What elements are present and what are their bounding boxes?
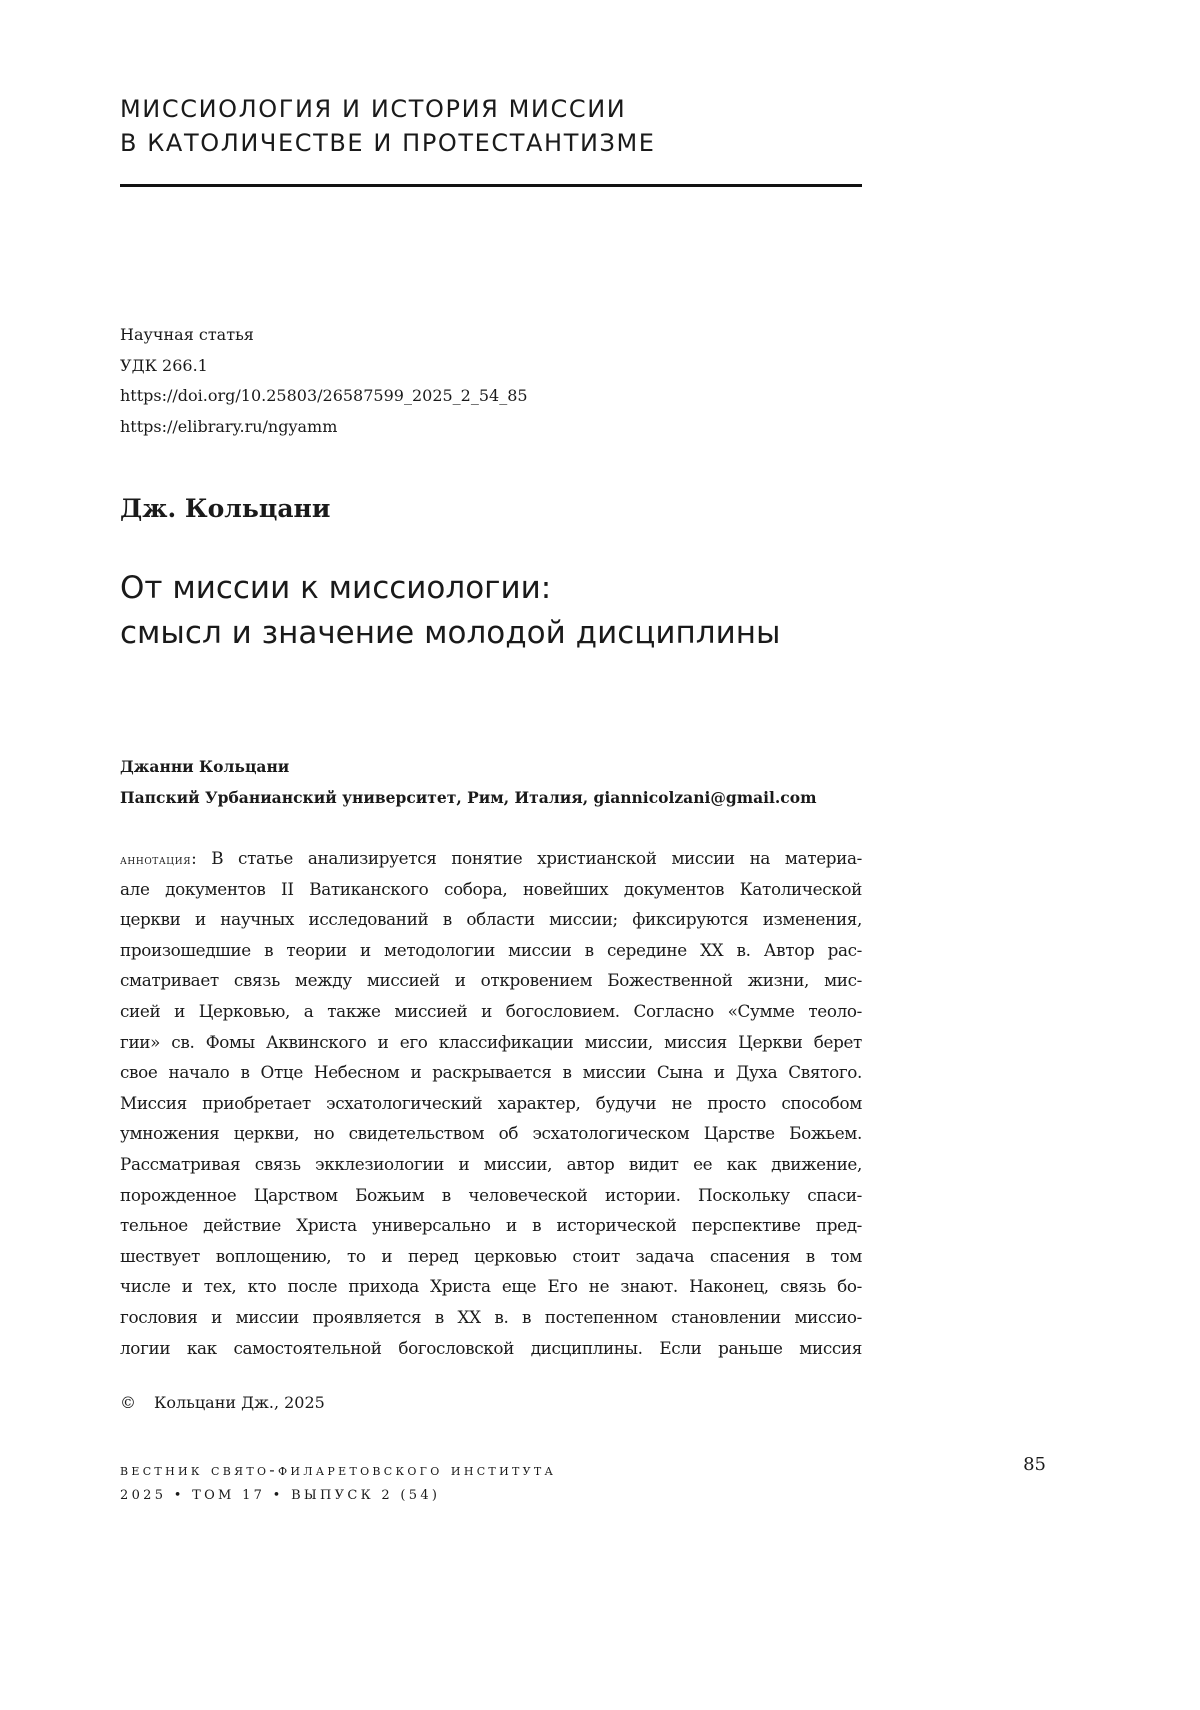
abstract-line: произошедшие в теории и методологии миссии в середине XX в. Автор рас- [120, 939, 862, 960]
abstract-line: свое начало в Отце Небесном и раскрывается в миссии Сына и Духа Святого. [120, 1062, 862, 1083]
abstract-line: церкви и научных исследований в области миссии; фиксируются изменения, [120, 909, 862, 930]
abstract-first-line: : В статье анализируется понятие христианской миссии на материа- [191, 848, 862, 868]
copyright-icon: © [120, 1393, 136, 1412]
copyright-text: Кольцани Дж., 2025 [154, 1393, 325, 1412]
author-short-name: Дж. Кольцани [120, 494, 331, 523]
article-title-line-2: смысл и значение молодой дисциплины [120, 615, 781, 651]
abstract-line [120, 843, 862, 874]
abstract-line: але документов II Ватиканского собора, новейших документов Католической [120, 878, 862, 899]
author-full-name: Джанни Кольцани [120, 757, 290, 776]
journal-name: вестник свято-филаретовского института [120, 1460, 557, 1479]
abstract-line: гии» св. Фомы Аквинского и его классификации миссии, миссия Церкви берет [120, 1031, 862, 1052]
page-number: 85 [1023, 1454, 1046, 1475]
journal-footer [120, 1457, 556, 1509]
article-title [120, 566, 880, 656]
abstract-line: Миссия приобретает эсхатологический характер, будучи не просто способом [120, 1092, 862, 1113]
abstract-line: порожденное Царством Божьим в человеческой истории. Поскольку спаси- [120, 1184, 862, 1205]
article-title-line-1: От миссии к миссиологии: [120, 570, 552, 606]
journal-issue: 2025 • ТОМ 17 • ВЫПУСК 2 (54) [120, 1488, 441, 1503]
abstract [120, 843, 862, 1363]
author-affiliation: Папский Урбанианский университет, Рим, Италия, giannicolzani@gmail.com [120, 788, 817, 807]
abstract-label: аннотация [120, 852, 192, 868]
section-header-line-2: В КАТОЛИЧЕСТВЕ И ПРОТЕСТАНТИЗМЕ [120, 129, 656, 157]
copyright-notice [120, 1393, 325, 1412]
abstract-line: сией и Церковью, а также миссией и богословием. Согласно «Сумме теоло- [120, 1000, 862, 1021]
article-type: Научная статья [120, 325, 254, 344]
abstract-line: Рассматривая связь экклезиологии и миссии, автор видит ее как движение, [120, 1153, 862, 1174]
doi-link[interactable]: https://doi.org/10.25803/26587599_2025_2_54_85 [120, 386, 528, 405]
abstract-line: логии как самостоятельной богословской дисциплины. Если раньше миссия [120, 1337, 862, 1358]
section-header [120, 92, 862, 160]
abstract-line: числе и тех, кто после прихода Христа еще Его не знают. Наконец, связь бо- [120, 1276, 862, 1297]
abstract-line: сматривает связь между миссией и откровением Божественной жизни, мис- [120, 970, 862, 991]
udc-code: УДК 266.1 [120, 355, 208, 375]
section-header-line-1: МИССИОЛОГИЯ И ИСТОРИЯ МИССИИ [120, 95, 627, 123]
article-meta [120, 320, 528, 442]
abstract-line: шествует воплощению, то и перед церковью стоит задача спасения в том [120, 1245, 862, 1266]
elibrary-link[interactable]: https://elibrary.ru/ngyamm [120, 416, 338, 436]
abstract-line: тельное действие Христа универсально и в исторической перспективе пред- [120, 1215, 862, 1236]
section-divider [120, 184, 862, 187]
abstract-line: умножения церкви, но свидетельством об эсхатологическом Царстве Божьем. [120, 1123, 862, 1144]
abstract-line: гословия и миссии проявляется в XX в. в постепенном становлении миссио- [120, 1306, 862, 1327]
